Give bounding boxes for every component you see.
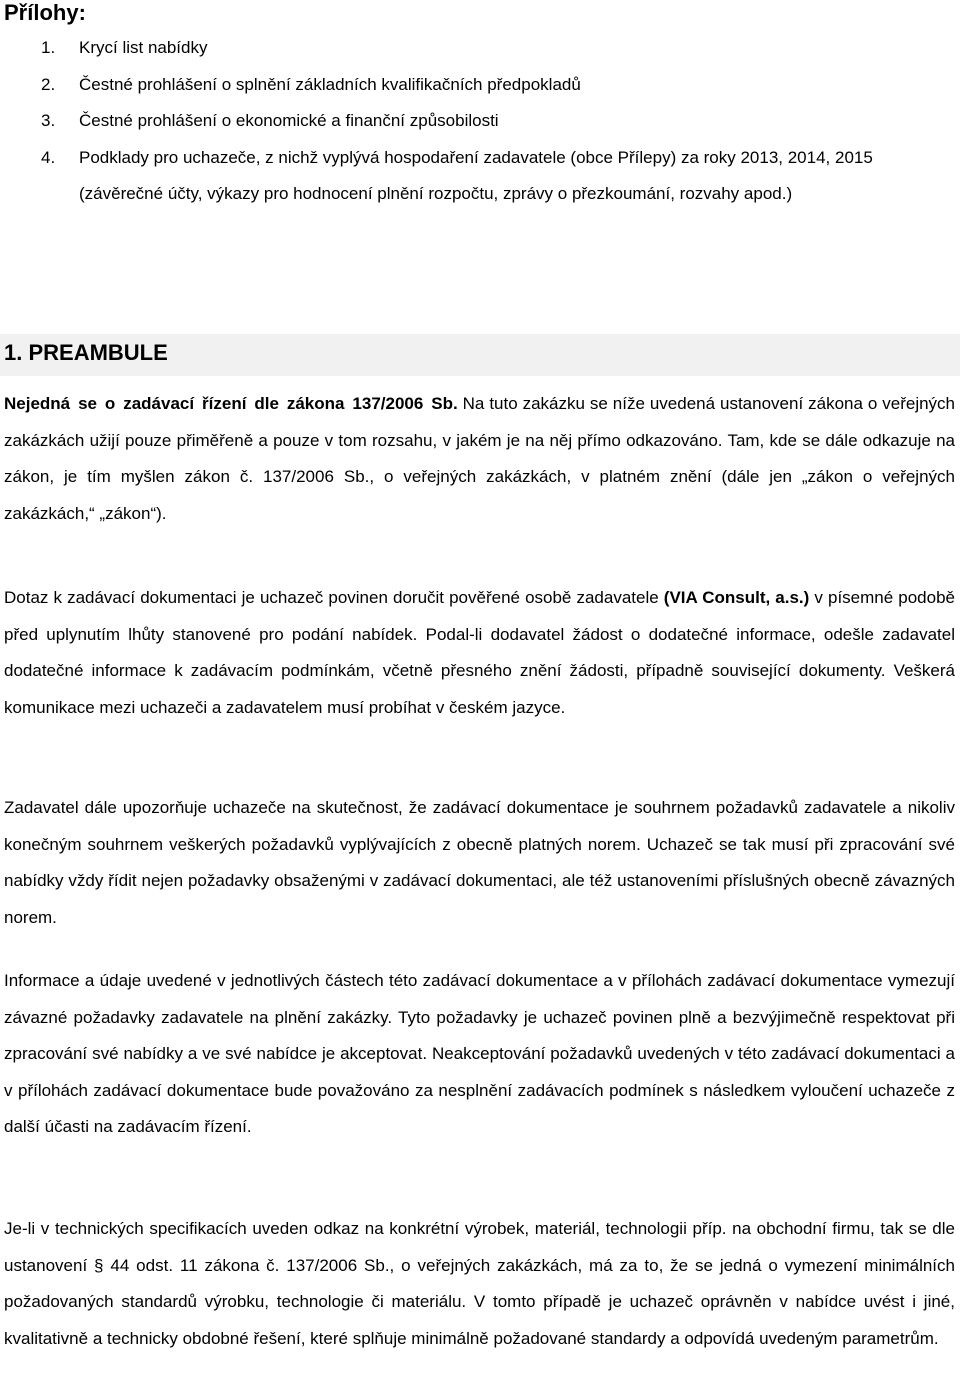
paragraph-text: Dotaz k zadávací dokumentaci je uchazeč povinen doručit pověřené osobě zadavatele xyxy=(4,588,664,607)
paragraph-questions xyxy=(4,580,955,726)
attachments-list xyxy=(0,30,955,213)
attachments-heading: Přílohy: xyxy=(4,0,86,25)
list-item xyxy=(0,30,955,67)
paragraph-requirements: Informace a údaje uvedené v jednotlivých částech této zadávací dokumentace a v přílohách zadávací dokumentace vymezují závazné požadavky zadavatele na plnění zakázky. Tyto požadavky je uchazeč povinen plně a bezvýjimečně respektovat při zpracování své nabídky a ve své nabídce je akceptovat. Neakceptování požadavků uvedených v této zadávací dokumentaci a v přílohách zadávací dokumentace bude považováno za nesplnění zadávacích podmínek s následkem vyloučení uchazeče z další účasti na zadávacím řízení. xyxy=(4,971,955,1136)
list-item xyxy=(0,67,955,104)
list-item-number: 3. xyxy=(41,111,56,130)
list-item-text: Čestné prohlášení o splnění základních kvalifikačních předpokladů xyxy=(79,74,581,94)
list-item-text: Podklady pro uchazeče, z nichž vyplývá hospodaření zadavatele (obce Přílepy) za roky 2013, 2014, 2015 (závěrečné účty, výkazy pro hodnocení plnění rozpočtu, zprávy o přezkoumání, rozvahy apod.) xyxy=(79,147,873,203)
list-item xyxy=(0,103,955,140)
paragraph-text: Na tuto zakázku se níže uvedená ustanovení zákona o veřejných zakázkách užijí pouze přiměřeně a pouze v tom rozsahu, v jakém je na něj přímo odkazováno. Tam, kde se dále odkazuje na zákon, je tím myšlen zákon č. 137/2006 Sb., o veřejných zakázkách, v platném znění (dále jen „zákon o veřejných zakázkách,“ „zákon“). xyxy=(4,394,956,523)
section-heading: 1. PREAMBULE xyxy=(4,340,168,365)
paragraph-specifications: Je-li v technických specifikacích uveden odkaz na konkrétní výrobek, materiál, technologii příp. na obchodní firmu, tak se dle ustanovení § 44 odst. 11 zákona č. 137/2006 Sb., o veřejných zakázkách, má za to, že se jedná o vymezení minimálních požadovaných standardů výrobku, technologie či materiálu. V tomto případě je uchazeč oprávněn v nabídce uvést i jiné, kvalitativně a technicky obdobné řešení, které splňuje minimálně požadované standardy a odpovídá uvedeným parametrům. xyxy=(4,1219,955,1348)
list-item-text: Krycí list nabídky xyxy=(79,38,208,57)
paragraph-legal-basis xyxy=(4,386,955,532)
paragraph-lead: Nejedná se o zadávací řízení dle zákona 137/2006 Sb. xyxy=(4,394,458,413)
paragraph-notice: Zadavatel dále upozorňuje uchazeče na skutečnost, že zadávací dokumentace je souhrnem požadavků zadavatele a nikoliv konečným souhrnem veškerých požadavků vyplývajících z obecně platných norem. Uchazeč se tak musí při zpracování své nabídky vždy řídit nejen požadavky obsaženými v zadávací dokumentaci, ale též ustanoveními příslušných obecně závazných norem. xyxy=(4,798,955,927)
list-item xyxy=(0,140,955,213)
list-item-text: Čestné prohlášení o ekonomické a finanční způsobilosti xyxy=(79,111,499,130)
paragraph-bold-contact: (VIA Consult, a.s.) xyxy=(663,588,810,607)
list-item-number: 1. xyxy=(41,38,56,57)
list-item-number: 4. xyxy=(41,147,56,167)
paragraph-text: v písemné podobě před uplynutím lhůty stanovené pro podání nabídek. Podal-li dodavatel žádost o dodatečné informace, odešle zadavatel dodatečné informace k zadávacím podmínkám, včetně přesného znění žádosti, případně související dokumenty. Veškerá komunikace mezi uchazeči a zadavatelem musí probíhat v českém jazyce. xyxy=(4,588,955,717)
list-item-number: 2. xyxy=(41,74,56,94)
